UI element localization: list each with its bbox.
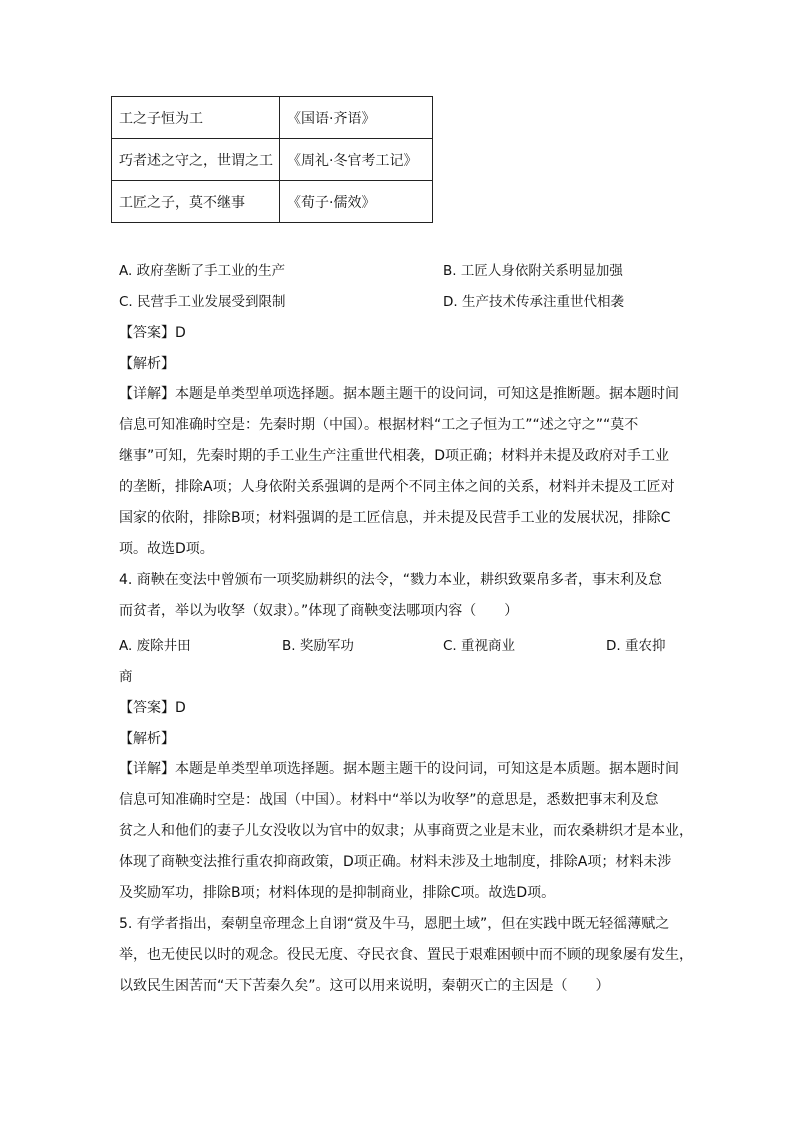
table-cell-quote: 工匠之子，莫不继事 xyxy=(112,181,280,223)
table-row xyxy=(112,139,433,181)
q4-option-c: C. 重视商业 xyxy=(443,638,516,654)
q4-analysis-line: 及奖励军功，排除B项；材料体现的是抑制商业，排除C项。故选D项。 xyxy=(119,885,556,901)
q4-analysis xyxy=(119,754,693,909)
q5-stem-line: 举，也无使民以时的观念。役民无度、夺民衣食、置民于艰难困顿中而不顾的现象屡有发生， xyxy=(119,947,693,963)
q3-option-c: C. 民营手工业发展受到限制 xyxy=(119,294,286,310)
table-cell-source: 《周礼·冬官考工记》 xyxy=(280,139,433,181)
q3-answer: 【答案】D xyxy=(119,325,186,341)
table-cell-quote: 巧者述之守之，世谓之工 xyxy=(112,139,280,181)
q4-answer: 【答案】D xyxy=(119,700,186,716)
q4-stem-line: 4. 商鞅在变法中曾颁布一项奖励耕织的法令，“戮力本业，耕织致粟帛多者，事末利及怠 xyxy=(119,572,663,588)
q5-stem-line: 5. 有学者指出，秦朝皇帝理念上自诩“赏及牛马，恩肥土域”，但在实践中既无轻徭薄赋之 xyxy=(119,916,670,932)
q5-stem xyxy=(119,909,693,1002)
q3-analysis-line: 的垄断，排除A项；人身依附关系强调的是两个不同主体之间的关系，材料并未提及工匠对 xyxy=(119,479,675,495)
q4-stem-line: 而贫者，举以为收孥（奴隶）。”体现了商鞅变法哪项内容（ ） xyxy=(119,603,519,619)
table-row xyxy=(112,97,433,139)
q3-analysis-line: 信息可知准确时空是：先秦时期（中国）。根据材料“工之子恒为工”“述之守之”“莫不 xyxy=(119,417,639,433)
table-cell-source: 《国语·齐语》 xyxy=(280,97,433,139)
q4-option-d-cont: 商 xyxy=(119,669,133,685)
q4-stem xyxy=(119,565,675,627)
q3-analysis xyxy=(119,379,679,565)
q4-option-a: A. 废除井田 xyxy=(119,638,191,654)
q4-analysis-line: 信息可知准确时空是：战国（中国）。材料中“举以为收孥”的意思是，悉数把事末利及怠 xyxy=(119,792,659,808)
q3-analysis-line: 项。故选D项。 xyxy=(119,541,214,557)
table-cell-quote: 工之子恒为工 xyxy=(112,97,280,139)
q3-option-d: D. 生产技术传承注重世代相袭 xyxy=(443,294,624,310)
q4-option-d: D. 重农抑 xyxy=(606,638,666,654)
q3-option-a: A. 政府垄断了手工业的生产 xyxy=(119,263,286,279)
q4-option-b: B. 奖励军功 xyxy=(282,638,354,654)
q3-analysis-line: 【详解】本题是单类型单项选择题。据本题主题干的设问词，可知这是推断题。据本题时间 xyxy=(119,386,679,402)
q4-analysis-line: 【详解】本题是单类型单项选择题。据本题主题干的设问词，可知这是本质题。据本题时间 xyxy=(119,761,679,777)
q3-option-b: B. 工匠人身依附关系明显加强 xyxy=(443,263,623,279)
table-cell-source: 《荀子·儒效》 xyxy=(280,181,433,223)
q4-analysis-line: 体现了商鞅变法推行重农抑商政策，D项正确。材料未涉及土地制度，排除A项；材料未涉 xyxy=(119,854,672,870)
q3-analysis-line: 继事”可知，先秦时期的手工业生产注重世代相袭，D项正确；材料并未提及政府对手工业 xyxy=(119,448,670,464)
q3-analysis-label: 【解析】 xyxy=(119,356,175,372)
q5-stem-line: 以致民生困苦而“天下苦秦久矣”。这可以用来说明，秦朝灭亡的主因是（ ） xyxy=(119,978,610,994)
q4-analysis-label: 【解析】 xyxy=(119,731,175,747)
source-table xyxy=(111,96,433,223)
table-row xyxy=(112,181,433,223)
q3-analysis-line: 国家的依附，排除B项；材料强调的是工匠信息，并未提及民营手工业的发展状况，排除C xyxy=(119,510,671,526)
q4-analysis-line: 贫之人和他们的妻子儿女没收以为官中的奴隶；从事商贾之业是末业，而农桑耕织才是本业， xyxy=(119,823,693,839)
